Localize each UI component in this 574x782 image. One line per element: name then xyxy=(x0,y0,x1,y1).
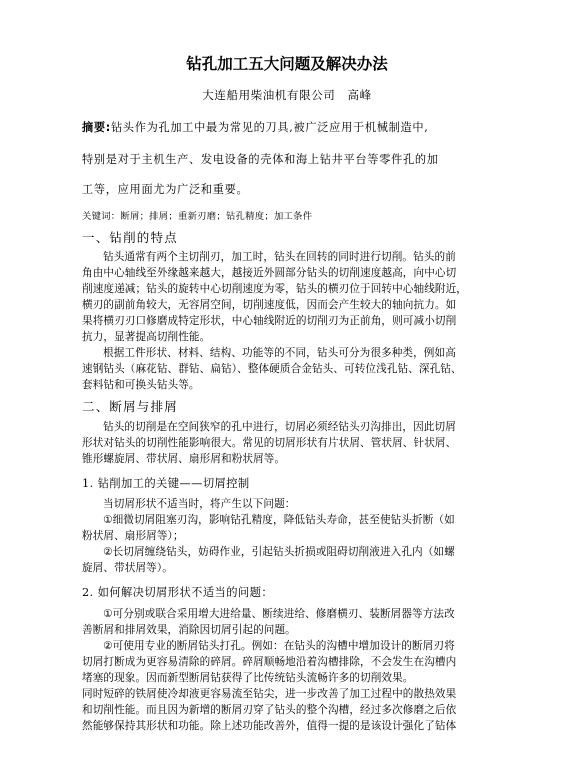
subsection-1-body xyxy=(82,496,455,576)
abstract-line-1 xyxy=(82,119,429,135)
text-line: 削速度递减；钻头的旋转中心切削速度为零，钻头的横刃位于回转中心轴线附近， xyxy=(82,283,467,295)
text-line: ①细微切屑阻塞刃沟，影响钻孔精度，降低钻头寿命，甚至使钻头折断（如 xyxy=(103,514,455,526)
text-line: 善断屑和排屑效果，消除因切屑引起的问题。 xyxy=(82,624,296,636)
abstract-label: 摘要: xyxy=(82,121,111,134)
keywords-line: 关键词：断屑；排屑；重新刃磨；钻孔精度；加工条件 xyxy=(82,211,313,222)
section-1-paragraph-2 xyxy=(82,345,462,393)
text-line: 堵塞的现象。因而新型断屑钻获得了比传统钻头流畅许多的切削效果。 xyxy=(82,672,414,684)
text-line: 粉状屑、扇形屑等）； xyxy=(82,530,184,542)
text-line: 速钢钻头（麻花钻、群钻、扁钻）、整体硬质合金钻头、可转位浅孔钻、深孔钻、 xyxy=(82,363,462,375)
text-line: 切屑打断成为更容易清除的碎屑。碎屑顺畅地沿着沟槽排除，不会发生在沟槽内 xyxy=(82,656,457,668)
text-line: 同时短碎的铁屑使冷却液更容易流至钻尖，进一步改善了加工过程中的散热效果 xyxy=(82,688,457,700)
text-line: 根据工件形状、材料、结构、功能等的不同，钻头可分为很多种类，例如高 xyxy=(103,347,456,359)
text-line: ①可分别或联合采用增大进给量、断续进给、修磨横刃、装断屑器等方法改 xyxy=(103,608,455,620)
abstract-line-3: 工等，应用面尤为广泛和重要。 xyxy=(82,183,249,196)
author-line: 大连船用柴油机有限公司 高峰 xyxy=(202,88,372,102)
document-title: 钻孔加工五大问题及解决办法 xyxy=(186,55,388,73)
text-line: 钻头的切削是在空间狭窄的孔中进行，切屑必须经钻头刃沟排出，因此切屑 xyxy=(103,421,456,433)
subsection-2-body xyxy=(82,606,456,734)
section-1-heading: 一、钻削的特点 xyxy=(82,230,178,245)
text-line: 钻头通常有两个主切削刃，加工时，钻头在回转的同时进行切削。钻头的前 xyxy=(103,251,456,263)
text-line: ②长切屑缠绕钻头，妨碍作业，引起钻头折损或阻碍切削液进入孔内（如螺 xyxy=(103,546,455,558)
section-2-heading: 二、断屑与排屑 xyxy=(82,399,178,414)
text-line: 然能够保持其形状和功能。除上述功能改善外，值得一提的是该设计强化了钻体 xyxy=(82,720,457,732)
section-2-paragraph-1 xyxy=(82,419,456,467)
text-line: 抗力，显著提高切削性能。 xyxy=(82,331,211,343)
subsection-2-heading: 2. 如何解决切屑形状不适当的问题： xyxy=(82,586,274,599)
abstract-text: 钻头作为孔加工中最为常见的刀具,被广泛应用于机械制造中, xyxy=(110,121,429,134)
text-line: ②可使用专业的断屑钻头打孔。例如：在钻头的沟槽中增加设计的断屑刃将 xyxy=(103,640,455,652)
text-line: 横刃的副前角较大，无容屑空间，切削速度低，因而会产生较大的轴向抗力。如 xyxy=(82,299,457,311)
text-line: 锥形螺旋屑、带状屑、扇形屑和粉状屑等。 xyxy=(82,453,286,465)
text-line: 当切屑形状不适当时，将产生以下问题： xyxy=(103,498,296,510)
text-line: 和切削性能。而且因为新增的断屑刃穿了钻头的整个沟槽，经过多次修磨之后依 xyxy=(82,704,457,716)
section-1-paragraph-1 xyxy=(82,249,467,345)
text-line: 形状对钻头的切削性能影响很大。常见的切屑形状有片状屑、管状屑、针状屑、 xyxy=(82,437,457,449)
text-line: 果将横刃刃口修磨成特定形状，中心轴线附近的切削刃为正前角，则可减小切削 xyxy=(82,315,457,327)
text-line: 旋屑、带状屑等）。 xyxy=(82,562,173,574)
text-line: 套料钻和可换头钻头等。 xyxy=(82,379,200,391)
abstract-line-2: 特别是对于主机生产、发电设备的壳体和海上钻井平台等零件孔的加 xyxy=(82,153,439,166)
subsection-1-heading: 1. 钻削加工的关键——切屑控制 xyxy=(82,477,250,490)
text-line: 角由中心轴线至外缘越来越大，越接近外圆部分钻头的切削速度越高，向中心切 xyxy=(82,267,457,279)
